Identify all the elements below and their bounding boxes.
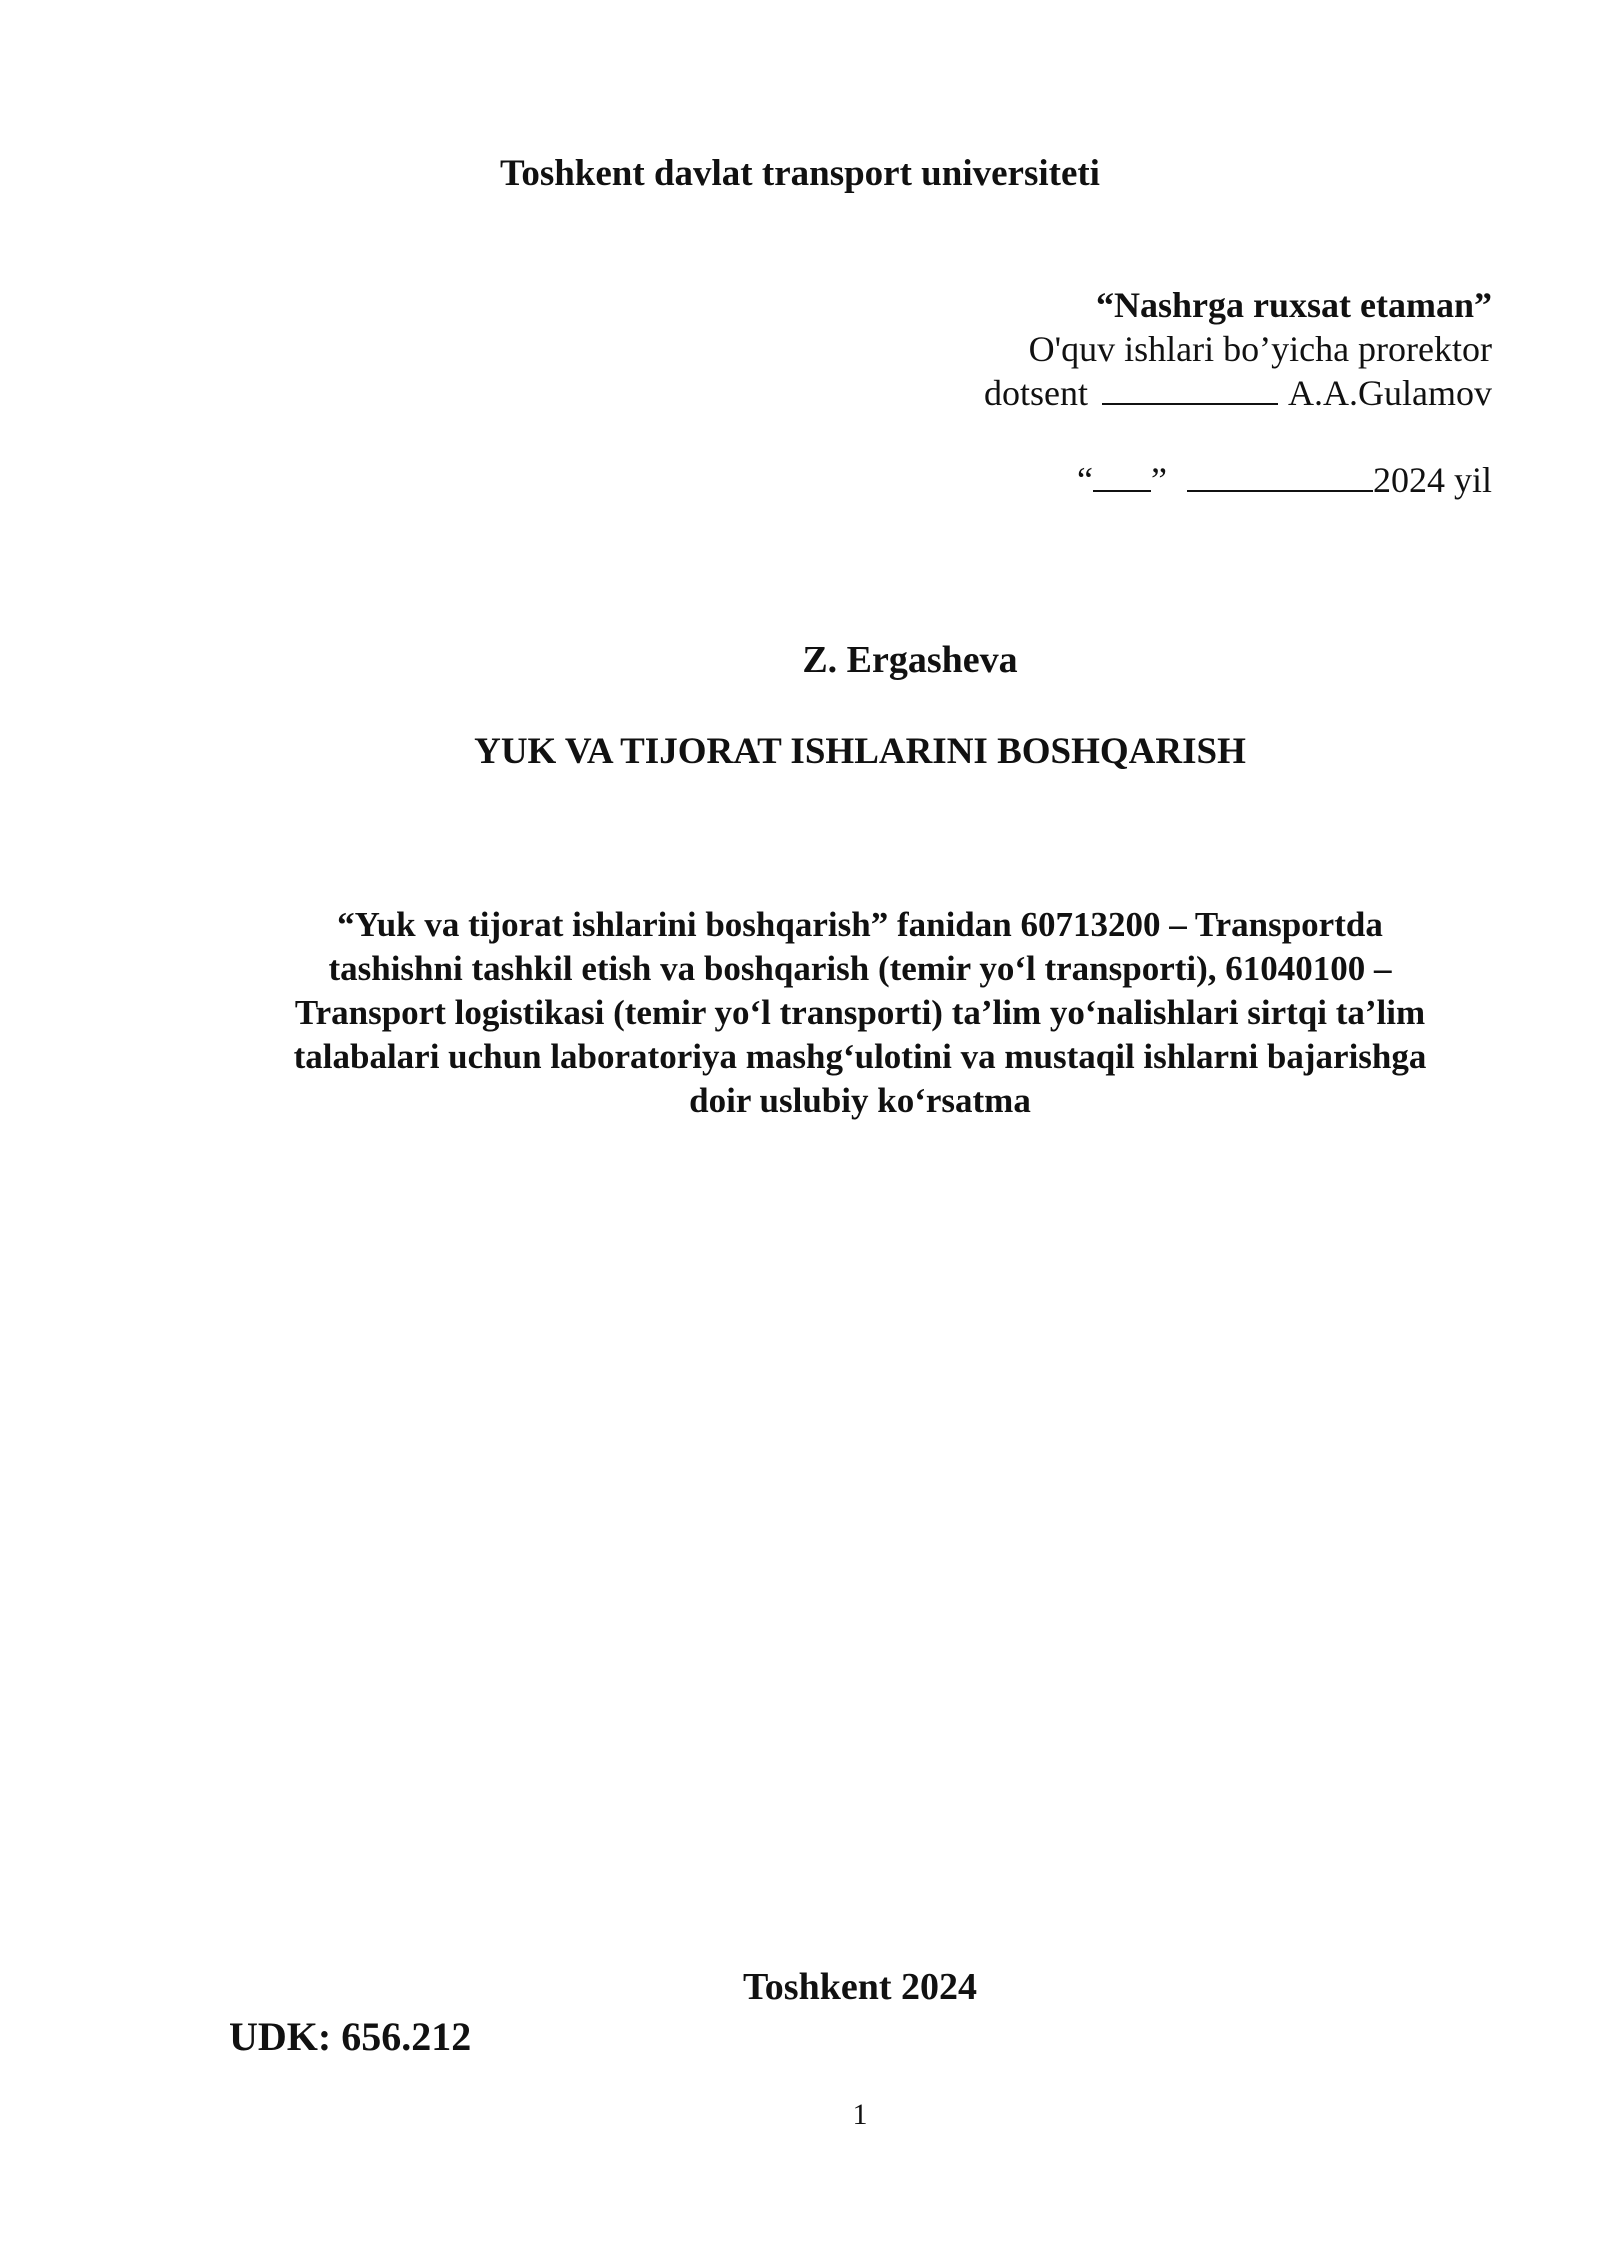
description-line: Transport logistikasi (temir yo‘l transporti) ta’lim yo‘nalishlari sirtqi ta’lim xyxy=(294,993,1426,1032)
document-title: YUK VA TIJORAT ISHLARINI BOSHQARISH xyxy=(474,731,1246,772)
date-close-quote: ” xyxy=(1151,460,1167,500)
publication-city-year: Toshkent 2024 xyxy=(742,1966,978,2008)
approver-name: A.A.Gulamov xyxy=(1288,373,1492,413)
description-line: tashishni tashkil etish va boshqarish (temir yo‘l transporti), 61040100 – xyxy=(328,949,1392,988)
approver-rank: dotsent xyxy=(984,373,1089,413)
document-description xyxy=(200,903,1520,1123)
signature-blank-line xyxy=(1102,381,1278,405)
date-open-quote: “ xyxy=(1077,460,1093,500)
approval-date-row xyxy=(984,458,1492,502)
approval-year: 2024 yil xyxy=(1372,460,1492,500)
month-blank-line xyxy=(1187,468,1373,492)
day-blank-line xyxy=(1093,468,1151,492)
page-number: 1 xyxy=(852,2098,868,2131)
udk-code: UDK: 656.212 xyxy=(229,2014,472,2059)
approval-stamp-block xyxy=(984,283,1492,502)
university-name: Toshkent davlat transport universiteti xyxy=(500,153,1100,194)
approval-title: “Nashrga ruxsat etaman” xyxy=(1096,285,1492,325)
author-name: Z. Ergasheva xyxy=(802,639,1018,681)
approver-position: O'quv ishlari bo’yicha prorektor xyxy=(1028,329,1492,369)
description-line: doir uslubiy ko‘rsatma xyxy=(689,1081,1031,1120)
description-line: “Yuk va tijorat ishlarini boshqarish” fanidan 60713200 – Transportda xyxy=(337,905,1383,944)
description-line: talabalari uchun laboratoriya mashg‘ulotini va mustaqil ishlarni bajarishga xyxy=(293,1037,1427,1076)
signature-row xyxy=(984,371,1492,415)
